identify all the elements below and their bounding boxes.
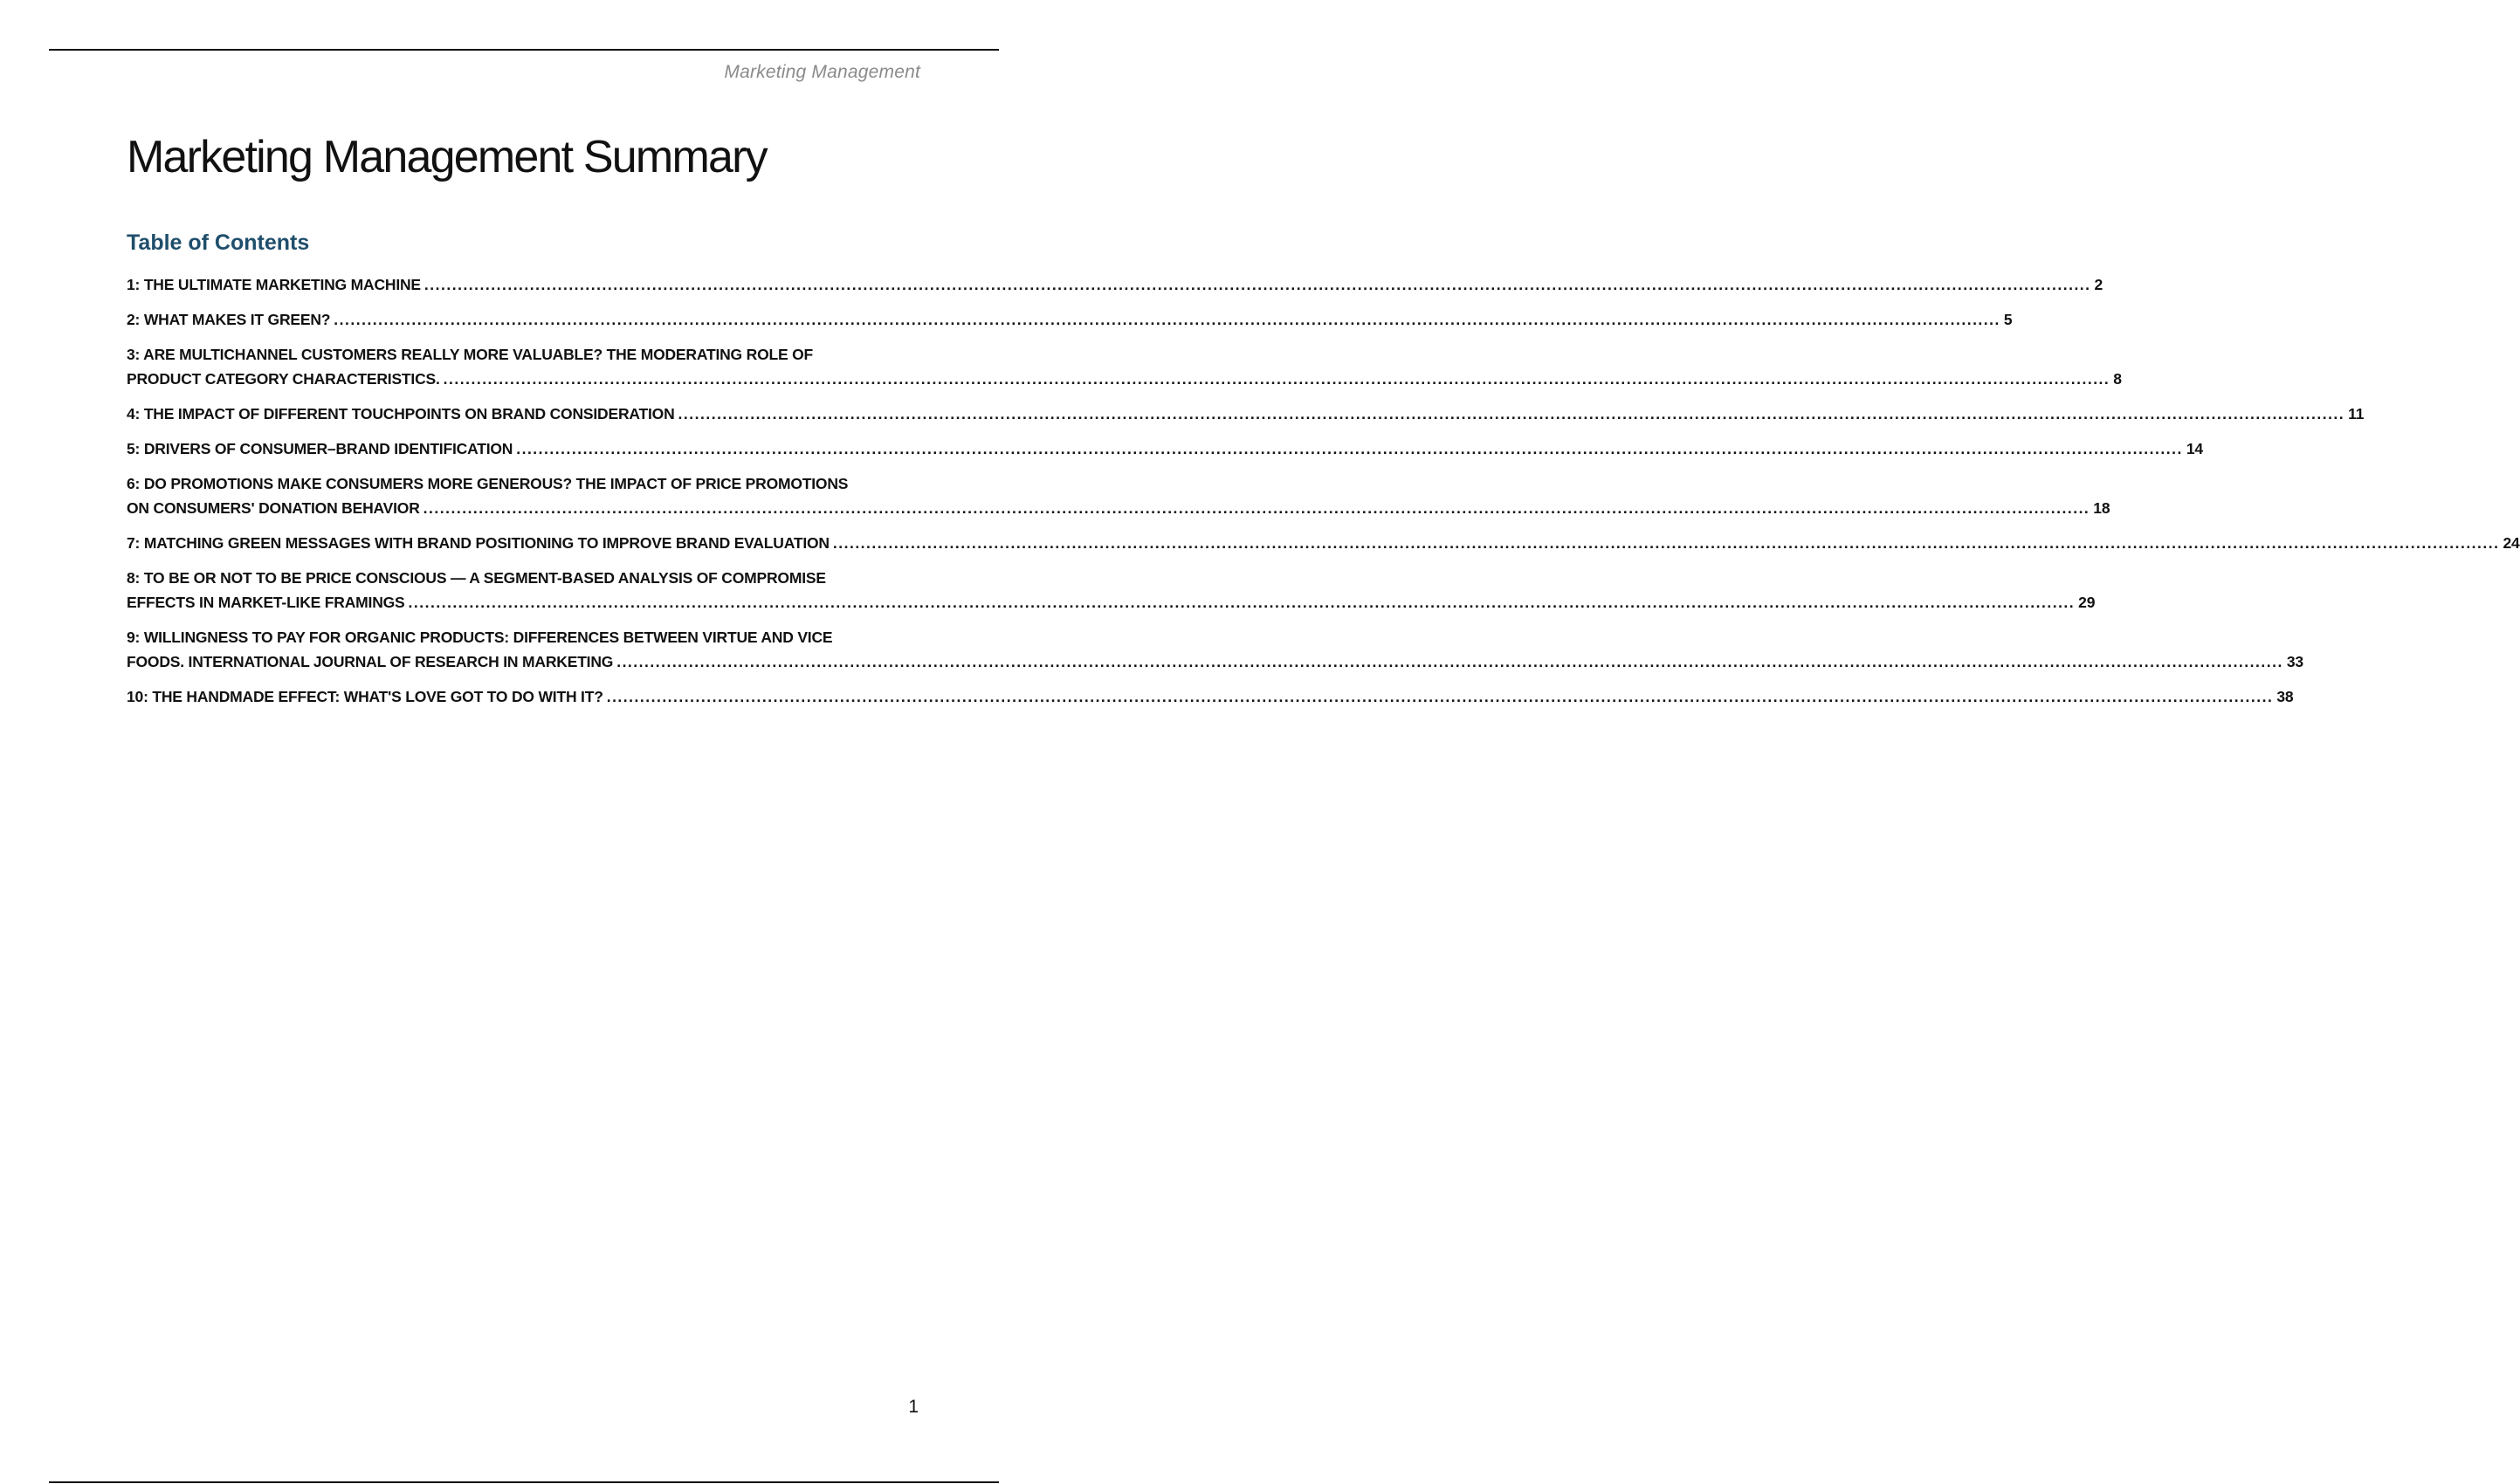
toc-heading: Table of Contents: [127, 230, 310, 255]
toc-entry-text: 6: DO PROMOTIONS MAKE CONSUMERS MORE GENEROUS? THE IMPACT OF PRICE PROMOTIONS: [127, 475, 849, 492]
toc-entry-text: ON CONSUMERS' DONATION BEHAVIOR: [127, 499, 420, 517]
page-number: 1: [908, 1397, 919, 1417]
toc-entry-text: FOODS. INTERNATIONAL JOURNAL OF RESEARCH IN MARKETING: [127, 653, 614, 670]
toc-entry-row: [127, 590, 2096, 615]
toc-entry[interactable]: [127, 684, 2294, 709]
dot-leader: ............................................................................................................................................................................................................................................................................................................: [408, 594, 2076, 611]
toc-entry-row: [127, 367, 2122, 391]
toc-entry-text: 1: THE ULTIMATE MARKETING MACHINE: [127, 276, 421, 293]
toc-entry-text: 3: ARE MULTICHANNEL CUSTOMERS REALLY MORE VALUABLE? THE MODERATING ROLE OF: [127, 346, 814, 363]
toc-entry[interactable]: [127, 531, 2520, 555]
toc-entry[interactable]: [127, 307, 2013, 332]
toc-entry[interactable]: [127, 342, 2122, 391]
toc-page-number: 18: [2093, 499, 2110, 517]
toc-entry-text: 7: MATCHING GREEN MESSAGES WITH BRAND POSITIONING TO IMPROVE BRAND EVALUATION: [127, 534, 830, 552]
toc-entry-text: PRODUCT CATEGORY CHARACTERISTICS.: [127, 370, 440, 388]
toc-entry-row: [127, 272, 2103, 297]
toc-page-number: 29: [2078, 594, 2096, 611]
toc-page-number: 5: [2003, 311, 2013, 328]
toc-entry-row: [127, 307, 2013, 332]
toc-entry-text: 9: WILLINGNESS TO PAY FOR ORGANIC PRODUCTS: DIFFERENCES BETWEEN VIRTUE AND VICE: [127, 629, 833, 646]
toc-entry[interactable]: [127, 566, 2096, 615]
toc-entry[interactable]: [127, 471, 2110, 520]
toc-entry[interactable]: [127, 625, 2303, 674]
toc-page-number: 11: [2348, 405, 2365, 423]
dot-leader: ............................................................................................................................................................................................................................................................................................................: [443, 370, 2110, 388]
toc-entry-row: [127, 496, 2110, 520]
toc-entry-text: 5: DRIVERS OF CONSUMER–BRAND IDENTIFICATION: [127, 440, 513, 457]
toc-page-number: 24: [2503, 534, 2520, 552]
toc-page-number: 38: [2276, 688, 2294, 705]
toc-page-number: 2: [2094, 276, 2103, 293]
toc-entry-row: [127, 436, 2203, 461]
toc-entry-row: [127, 531, 2520, 555]
dot-leader: ............................................................................................................................................................................................................................................................................................................: [678, 405, 2345, 423]
toc-page-number: 14: [2186, 440, 2203, 457]
toc-entry[interactable]: [127, 436, 2203, 461]
toc-entry-text: 8: TO BE OR NOT TO BE PRICE CONSCIOUS — A SEGMENT-BASED ANALYSIS OF COMPROMISE: [127, 569, 826, 587]
dot-leader: ............................................................................................................................................................................................................................................................................................................: [516, 440, 2183, 457]
dot-leader: ............................................................................................................................................................................................................................................................................................................: [423, 276, 2091, 293]
toc-entry-text: 4: THE IMPACT OF DIFFERENT TOUCHPOINTS ON BRAND CONSIDERATION: [127, 405, 675, 423]
header-rule: [49, 49, 999, 51]
table-of-contents: [127, 272, 2520, 719]
toc-entry-row: [127, 402, 2365, 426]
dot-leader: ............................................................................................................................................................................................................................................................................................................: [334, 311, 2000, 328]
toc-page-number: 33: [2286, 653, 2303, 670]
toc-entry-text: 2: WHAT MAKES IT GREEN?: [127, 311, 331, 328]
running-header: Marketing Management: [724, 62, 920, 82]
toc-entry-row: [127, 684, 2294, 709]
dot-leader: ............................................................................................................................................................................................................................................................................................................: [616, 653, 2283, 670]
dot-leader: ............................................................................................................................................................................................................................................................................................................: [606, 688, 2274, 705]
toc-entry-row: [127, 649, 2303, 674]
toc-entry-text: 10: THE HANDMADE EFFECT: WHAT'S LOVE GOT TO DO WITH IT?: [127, 688, 603, 705]
document-title: Marketing Management Summary: [127, 132, 767, 182]
footer-rule: [49, 1481, 999, 1483]
toc-page-number: 8: [2113, 370, 2122, 388]
dot-leader: ............................................................................................................................................................................................................................................................................................................: [423, 499, 2090, 517]
toc-entry[interactable]: [127, 272, 2103, 297]
dot-leader: ............................................................................................................................................................................................................................................................................................................: [832, 534, 2500, 552]
toc-entry[interactable]: [127, 402, 2365, 426]
toc-entry-text: EFFECTS IN MARKET-LIKE FRAMINGS: [127, 594, 405, 611]
